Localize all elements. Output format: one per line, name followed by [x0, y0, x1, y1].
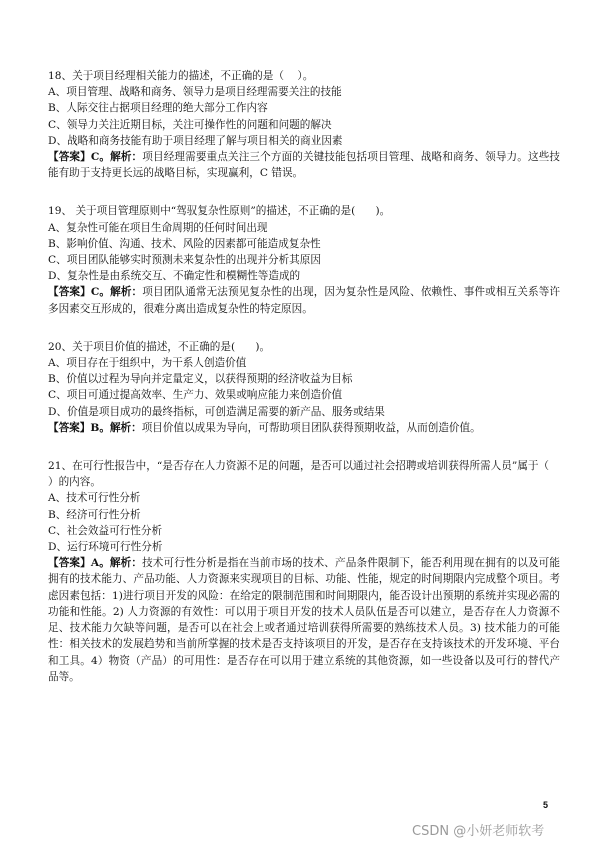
answer-explanation: 项目价值以成果为导向，可帮助项目团队获得预期收益，从而创造价值。	[141, 421, 481, 434]
option-a: A、复杂性可能在项目生命周期的任何时间出现	[48, 221, 268, 234]
option-b: B、人际交往占据项目经理的绝大部分工作内容	[48, 102, 268, 115]
answer-tag: 【答案】	[48, 151, 91, 164]
answer-label: B。解析：	[90, 421, 142, 434]
option-a: A、项目存在于组织中，为干系人创造价值	[48, 357, 247, 370]
option-b: B、经济可行性分析	[48, 508, 141, 521]
option-d: D、运行环境可行性分析	[48, 541, 163, 554]
question-stem: 21、在可行性报告中，“是否存在人力资源不足的问题，是否可以通过社会招聘或培训获得所需人员”属于（ ）的内容。	[48, 460, 563, 489]
answer-label: C。解析：	[90, 151, 143, 164]
option-c: C、领导力关注近期目标，关注可操作性的问题和问题的解决	[48, 118, 332, 131]
answer-block	[48, 420, 560, 436]
option-d: D、价值是项目成功的最终指标，可创造满足需要的新产品、服务或结果	[48, 405, 385, 418]
option-d: D、战略和商务技能有助于项目经理了解与项目相关的商业因素	[48, 134, 343, 147]
question-18	[48, 68, 560, 181]
question-stem: 18、关于项目经理相关能力的描述，不正确的是（ ）。	[48, 70, 314, 82]
answer-explanation: 技术可行性分析是指在当前市场的技术、产品条件限制下，能否利用现在拥有的以及可能拥有的技术能力、产品功能、人力资源来实现项目的目标、功能、性能，规定的时间期限内完成整个项目。考虑因素包括：1)进行项目开发的风险：在给定的限制范围和时间期限内，能否设计出预期的系统并实现必需的功能和性能。2) 人力资源的有效性：可以用于项目开发的技术人员队伍是否可以建立，是否存在人力资源不足、技术能力欠缺等问题，是否可以在社会上或者通过培训获得所需要的熟练技术人员。3) 技术能力的可能性：相关技术的发展趋势和当前所掌握的技术是否支持该项目的开发，是否存在支持该技术的开发环境、平台和工具。4）物资（产品）的可用性：是否存在可以用于建立系统的其他资源，如一些设备以及可行的替代产品等。	[48, 557, 560, 683]
option-d: D、复杂性是由系统交互、不确定性和模糊性等造成的	[48, 270, 301, 283]
answer-tag: 【答案】	[48, 557, 91, 570]
watermark: CSDN @小妍老师软考	[412, 824, 545, 839]
question-stem: 19、 关于项目管理原则中“驾驭复杂性原则”的描述，不正确的是( )。	[48, 205, 391, 218]
option-a: A、技术可行性分析	[48, 492, 141, 505]
answer-block	[48, 149, 560, 181]
answer-tag: 【答案】	[48, 421, 91, 434]
option-c: C、项目可通过提高效率、生产力、效果或响应能力来创造价值	[48, 389, 343, 402]
page-number: 5	[543, 800, 549, 810]
question-21	[48, 458, 563, 685]
answer-label: A。解析：	[90, 557, 143, 570]
answer-explanation: 项目经理需要重点关注三个方面的关键技能包括项目管理、战略和商务、领导力。这些技能有助于支持更长远的战略目标，实现赢利，C 错误。	[48, 151, 561, 180]
question-stem: 20、关于项目价值的描述，不正确的是( )。	[48, 340, 271, 353]
option-a: A、项目管理、战略和商务、领导力是项目经理需要关注的技能	[48, 86, 342, 99]
option-b: B、价值以过程为导向并定量定义，以获得预期的经济收益为目标	[48, 373, 353, 386]
option-c: C、社会效益可行性分析	[48, 524, 163, 537]
answer-block	[48, 284, 560, 316]
answer-explanation: 项目团队通常无法预见复杂性的出现，因为复杂性是风险、依赖性、事件或相互关系等许多因素交互形成的，很难分离出造成复杂性的特定原因。	[48, 286, 561, 315]
option-c: C、项目团队能够实时预测未来复杂性的出现并分析其原因	[48, 254, 321, 267]
option-b: B、影响价值、沟通、技术、风险的因素都可能造成复杂性	[48, 237, 321, 250]
document-page	[48, 68, 563, 707]
question-20	[48, 339, 560, 436]
question-19	[48, 203, 560, 316]
answer-tag: 【答案】	[48, 286, 91, 299]
answer-block	[48, 555, 560, 685]
answer-label: C。解析：	[90, 286, 143, 299]
